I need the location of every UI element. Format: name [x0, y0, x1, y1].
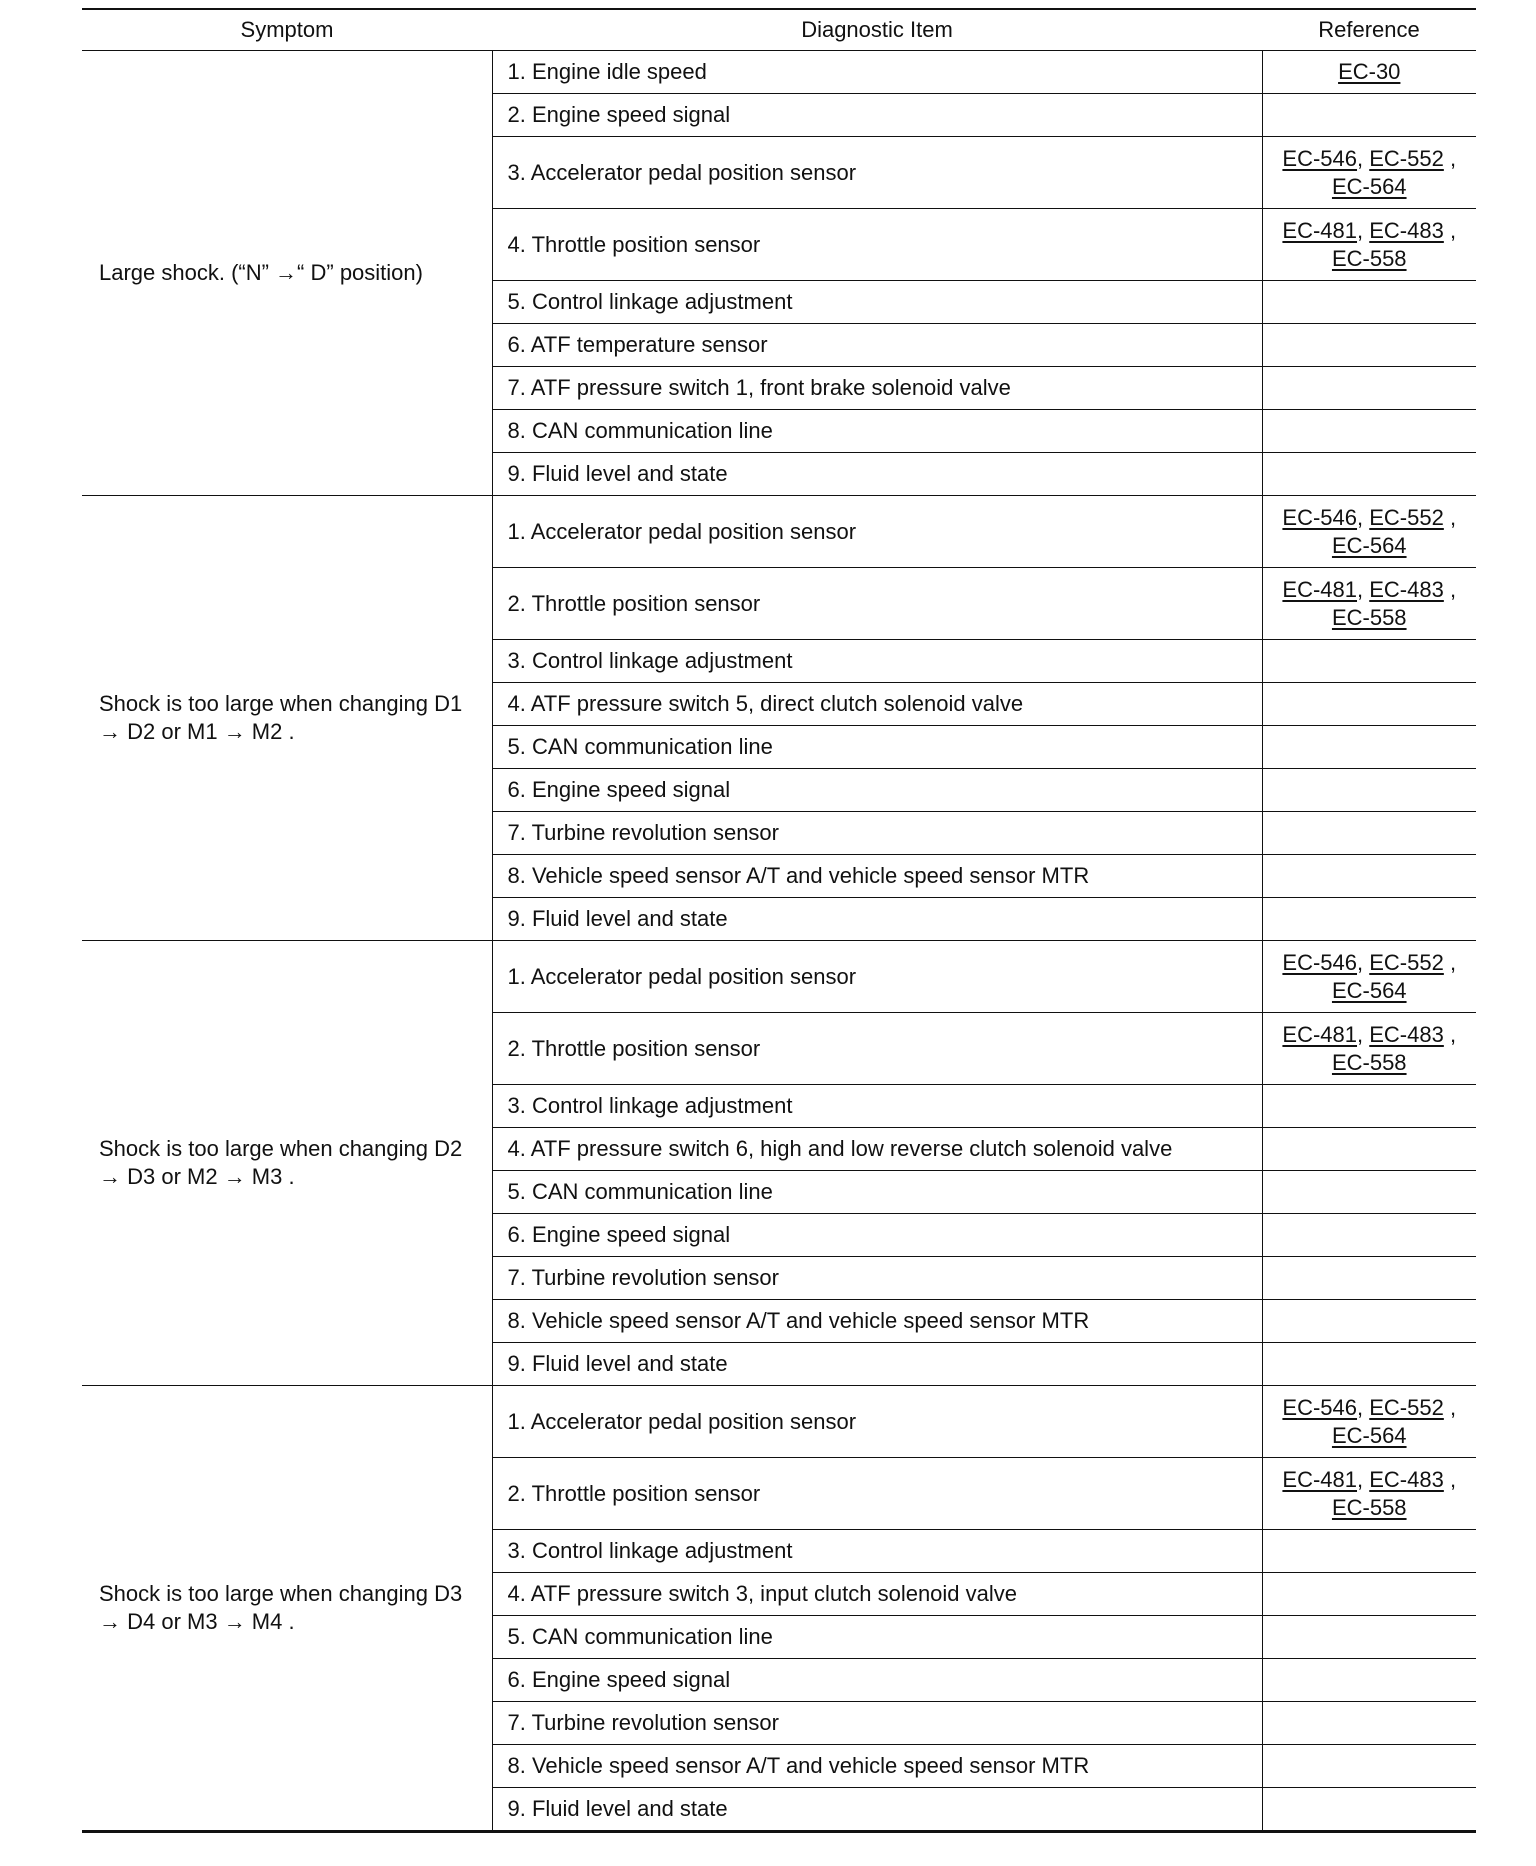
diagnostic-item-cell: 9. Fluid level and state — [492, 453, 1262, 496]
reference-separator: , — [1357, 217, 1370, 243]
symptom-text-line1: Large shock. (“N” →“ D” position) — [99, 260, 423, 285]
diagnostic-item-cell: 3. Accelerator pedal position sensor — [492, 137, 1262, 209]
reference-link[interactable]: EC-483 — [1369, 1466, 1444, 1492]
reference-cell — [1262, 1343, 1476, 1386]
symptom-text-line1: Shock is too large when changing D2 — [99, 1136, 463, 1161]
reference-link[interactable]: EC-558 — [1331, 245, 1407, 271]
header-symptom: Symptom — [82, 9, 492, 51]
reference-cell — [1262, 683, 1476, 726]
diagnostic-item-cell: 2. Throttle position sensor — [492, 1013, 1262, 1085]
symptom-text-line2: → D2 or M1 → M2 . — [99, 719, 295, 744]
reference-cell — [1262, 1013, 1476, 1085]
symptom-cell — [82, 941, 492, 1386]
reference-cell — [1262, 726, 1476, 769]
diagnostic-item-cell: 5. CAN communication line — [492, 1171, 1262, 1214]
reference-link[interactable]: EC-552 — [1369, 949, 1444, 975]
table-body — [82, 51, 1476, 1832]
diagnostic-item-cell: 2. Throttle position sensor — [492, 568, 1262, 640]
diagnostic-item-cell: 3. Control linkage adjustment — [492, 1085, 1262, 1128]
reference-cell — [1262, 410, 1476, 453]
reference-cell — [1262, 640, 1476, 683]
reference-cell — [1262, 855, 1476, 898]
reference-link[interactable]: EC-558 — [1331, 1049, 1407, 1075]
symptom-text-line1: Shock is too large when changing D1 — [99, 691, 463, 716]
reference-link[interactable]: EC-483 — [1369, 217, 1444, 243]
reference-cell — [1262, 137, 1476, 209]
reference-cell — [1262, 1128, 1476, 1171]
diagnostic-item-cell: 1. Engine idle speed — [492, 51, 1262, 94]
table-row — [82, 496, 1476, 568]
diagnostic-item-cell: 2. Throttle position sensor — [492, 1458, 1262, 1530]
diagnostic-item-cell: 5. Control linkage adjustment — [492, 281, 1262, 324]
reference-link[interactable]: EC-564 — [1331, 1422, 1407, 1448]
diagnostic-item-cell: 5. CAN communication line — [492, 726, 1262, 769]
reference-link[interactable]: EC-481 — [1282, 576, 1358, 602]
reference-link[interactable]: EC-558 — [1331, 1494, 1407, 1520]
reference-cell — [1262, 367, 1476, 410]
diagnostic-item-cell: 7. Turbine revolution sensor — [492, 1702, 1262, 1745]
reference-link[interactable]: EC-564 — [1331, 532, 1407, 558]
reference-cell — [1262, 769, 1476, 812]
reference-cell — [1262, 209, 1476, 281]
reference-cell — [1262, 1616, 1476, 1659]
reference-separator: , — [1357, 576, 1370, 602]
diagnostic-item-cell: 3. Control linkage adjustment — [492, 640, 1262, 683]
diagnostic-item-cell: 4. Throttle position sensor — [492, 209, 1262, 281]
reference-separator: , — [1357, 1466, 1370, 1492]
diagnostic-item-cell: 8. Vehicle speed sensor A/T and vehicle speed sensor MTR — [492, 1745, 1262, 1788]
reference-link[interactable]: EC-564 — [1331, 977, 1407, 1003]
reference-separator: , — [1357, 145, 1370, 171]
diagnostic-item-cell: 6. Engine speed signal — [492, 769, 1262, 812]
diagnostic-item-cell: 7. Turbine revolution sensor — [492, 812, 1262, 855]
diagnostic-item-cell: 9. Fluid level and state — [492, 898, 1262, 941]
reference-link[interactable]: EC-552 — [1369, 1394, 1444, 1420]
reference-link[interactable]: EC-546 — [1282, 145, 1358, 171]
reference-cell — [1262, 94, 1476, 137]
reference-separator: , — [1443, 504, 1457, 530]
diagnosis-table-page — [82, 8, 1476, 1833]
diagnostic-item-cell: 2. Engine speed signal — [492, 94, 1262, 137]
diagnostic-item-cell: 7. ATF pressure switch 1, front brake solenoid valve — [492, 367, 1262, 410]
reference-cell — [1262, 1745, 1476, 1788]
reference-cell — [1262, 1788, 1476, 1832]
reference-cell — [1262, 1386, 1476, 1458]
diagnostic-item-cell: 6. ATF temperature sensor — [492, 324, 1262, 367]
reference-separator: , — [1443, 145, 1457, 171]
reference-cell — [1262, 1085, 1476, 1128]
diagnostic-item-cell: 5. CAN communication line — [492, 1616, 1262, 1659]
diagnostic-item-cell: 1. Accelerator pedal position sensor — [492, 1386, 1262, 1458]
reference-link[interactable]: EC-481 — [1282, 217, 1358, 243]
reference-separator: , — [1443, 217, 1457, 243]
diagnostic-item-cell: 6. Engine speed signal — [492, 1214, 1262, 1257]
reference-link[interactable]: EC-546 — [1282, 949, 1358, 975]
diagnostic-item-cell: 9. Fluid level and state — [492, 1343, 1262, 1386]
reference-link[interactable]: EC-481 — [1282, 1466, 1358, 1492]
reference-separator: , — [1443, 576, 1457, 602]
diagnostic-item-cell: 8. Vehicle speed sensor A/T and vehicle speed sensor MTR — [492, 855, 1262, 898]
reference-cell — [1262, 453, 1476, 496]
reference-link[interactable]: EC-30 — [1338, 59, 1401, 84]
reference-cell — [1262, 1659, 1476, 1702]
reference-link[interactable]: EC-483 — [1369, 1021, 1444, 1047]
reference-link[interactable]: EC-552 — [1369, 145, 1444, 171]
header-diagnostic-item: Diagnostic Item — [492, 9, 1262, 51]
symptom-cell — [82, 496, 492, 941]
reference-separator: , — [1357, 504, 1370, 530]
reference-link[interactable]: EC-483 — [1369, 576, 1444, 602]
reference-cell — [1262, 1573, 1476, 1616]
diagnostic-item-cell: 3. Control linkage adjustment — [492, 1530, 1262, 1573]
reference-cell — [1262, 496, 1476, 568]
reference-link[interactable]: EC-481 — [1282, 1021, 1358, 1047]
reference-separator: , — [1357, 1394, 1370, 1420]
diagnostic-item-cell: 4. ATF pressure switch 3, input clutch solenoid valve — [492, 1573, 1262, 1616]
reference-cell — [1262, 898, 1476, 941]
table-header-row — [82, 9, 1476, 51]
reference-separator: , — [1357, 1021, 1370, 1047]
reference-separator: , — [1357, 949, 1370, 975]
diagnostic-item-cell: 4. ATF pressure switch 6, high and low reverse clutch solenoid valve — [492, 1128, 1262, 1171]
diagnostic-item-cell: 6. Engine speed signal — [492, 1659, 1262, 1702]
diagnostic-item-cell: 8. Vehicle speed sensor A/T and vehicle speed sensor MTR — [492, 1300, 1262, 1343]
reference-link[interactable]: EC-546 — [1282, 1394, 1358, 1420]
diagnostic-item-cell: 8. CAN communication line — [492, 410, 1262, 453]
symptom-cell — [82, 51, 492, 496]
reference-separator: , — [1443, 1021, 1457, 1047]
reference-separator: , — [1443, 949, 1457, 975]
diagnostic-item-cell: 9. Fluid level and state — [492, 1788, 1262, 1832]
reference-cell — [1262, 812, 1476, 855]
reference-link[interactable]: EC-552 — [1369, 504, 1444, 530]
reference-cell — [1262, 324, 1476, 367]
header-reference: Reference — [1262, 9, 1476, 51]
reference-link[interactable]: EC-546 — [1282, 504, 1358, 530]
symptom-text-line1: Shock is too large when changing D3 — [99, 1581, 463, 1606]
reference-cell — [1262, 568, 1476, 640]
reference-cell — [1262, 1171, 1476, 1214]
reference-cell — [1262, 281, 1476, 324]
table-row — [82, 51, 1476, 94]
reference-cell — [1262, 1214, 1476, 1257]
reference-cell — [1262, 1530, 1476, 1573]
symptom-text-line2: → D4 or M3 → M4 . — [99, 1609, 295, 1634]
table-row — [82, 1386, 1476, 1458]
diagnostic-item-cell: 1. Accelerator pedal position sensor — [492, 496, 1262, 568]
reference-cell — [1262, 1300, 1476, 1343]
diagnosis-table — [82, 8, 1476, 1833]
diagnostic-item-cell: 1. Accelerator pedal position sensor — [492, 941, 1262, 1013]
reference-separator: , — [1443, 1466, 1457, 1492]
reference-link[interactable]: EC-558 — [1331, 604, 1407, 630]
reference-separator: , — [1443, 1394, 1457, 1420]
diagnostic-item-cell: 7. Turbine revolution sensor — [492, 1257, 1262, 1300]
table-row — [82, 941, 1476, 1013]
symptom-text-line2: → D3 or M2 → M3 . — [99, 1164, 295, 1189]
reference-cell — [1262, 1702, 1476, 1745]
diagnostic-item-cell: 4. ATF pressure switch 5, direct clutch solenoid valve — [492, 683, 1262, 726]
reference-cell — [1262, 1458, 1476, 1530]
reference-cell — [1262, 51, 1476, 94]
reference-cell — [1262, 1257, 1476, 1300]
reference-cell — [1262, 941, 1476, 1013]
reference-link[interactable]: EC-564 — [1331, 173, 1407, 199]
symptom-cell — [82, 1386, 492, 1832]
